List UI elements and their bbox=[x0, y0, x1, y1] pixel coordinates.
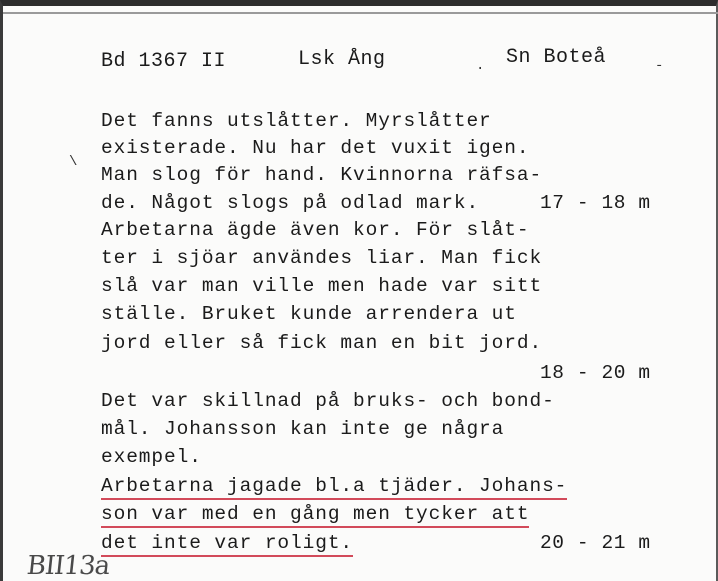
text-line: Man slog för hand. Kvinnorna räfsa- bbox=[101, 164, 543, 186]
stray-mark: - bbox=[655, 58, 664, 74]
text-line: de. Något slogs på odlad mark. bbox=[101, 192, 480, 214]
text-line: Det fanns utslåtter. Myrslåtter bbox=[101, 110, 492, 132]
handwritten-catalog-mark: BII13a bbox=[25, 551, 111, 581]
page-range: 18 - 20 m bbox=[540, 362, 651, 384]
record-id: Bd 1367 II bbox=[101, 50, 227, 73]
parish-code: Lsk Ång bbox=[298, 48, 386, 71]
underlined-text: son var med en gång men tycker att bbox=[101, 503, 529, 528]
underlined-text: Arbetarna jagade bl.a tjäder. Johans- bbox=[101, 475, 567, 500]
text-line: Det var skillnad på bruks- och bond- bbox=[101, 390, 555, 412]
parish-name: Sn Boteå bbox=[506, 46, 607, 69]
stray-mark: \ bbox=[69, 154, 78, 170]
text-line: Arbetarna ägde även kor. För slåt- bbox=[101, 219, 530, 241]
text-line: existerade. Nu har det vuxit igen. bbox=[101, 137, 530, 159]
text-line: jord eller så fick man en bit jord. bbox=[101, 332, 543, 354]
stray-mark: . bbox=[476, 58, 485, 74]
underlined-text: det inte var roligt. bbox=[101, 532, 353, 557]
text-line bbox=[101, 532, 353, 554]
text-line bbox=[101, 475, 567, 497]
text-line: mål. Johansson kan inte ge några bbox=[101, 418, 505, 440]
page-range: 20 - 21 m bbox=[540, 532, 651, 554]
page-range: 17 - 18 m bbox=[540, 192, 651, 214]
text-line bbox=[101, 503, 529, 525]
text-line: ter i sjöar användes liar. Man fick bbox=[101, 247, 543, 269]
text-line: ställe. Bruket kunde arrendera ut bbox=[101, 303, 517, 325]
card-top-rule bbox=[3, 12, 718, 14]
text-line: exempel. bbox=[101, 446, 202, 468]
text-line: slå var man ville men hade var sitt bbox=[101, 275, 543, 297]
